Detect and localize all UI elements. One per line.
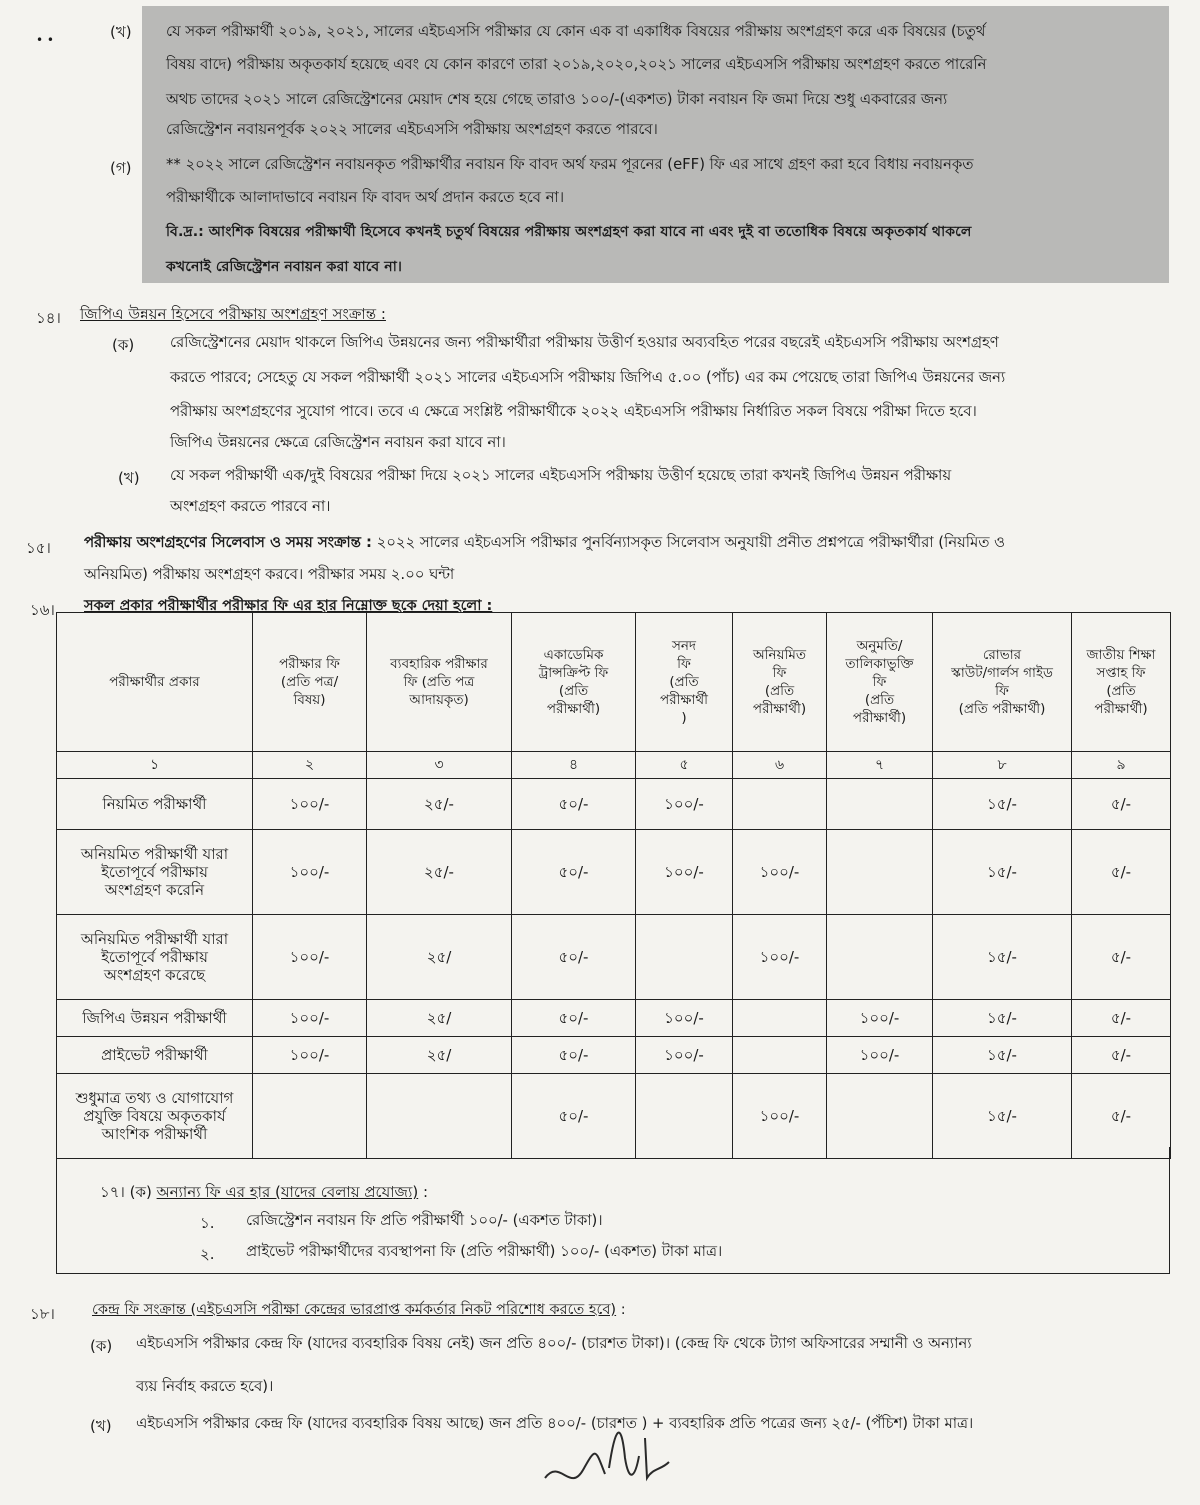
examinee-type-text: ইতোপূর্বে পরীক্ষায় xyxy=(101,863,208,881)
fee-cell: ৫/- xyxy=(1072,830,1171,915)
s16-number: ১৬। xyxy=(30,601,55,619)
s14-ka-line-2: করতে পারবে; সেহেতু যে সকল পরীক্ষার্থী ২০২১ সালের এইচএসসি পরীক্ষায় জিপিএ ৫.০০ (পাঁচ) এর কম পেয়েছে তারা জিপিএ উন্নয়নের জন্য xyxy=(170,369,1006,386)
examinee-type-text: অনিয়মিত পরীক্ষার্থী যারা xyxy=(80,845,229,863)
fee-cell: ১০০/- xyxy=(733,1074,827,1159)
fee-table-header-1 xyxy=(57,613,253,752)
header-text: (প্রতি পত্র/ xyxy=(280,674,339,690)
examinee-type-text: ইতোপূর্বে পরীক্ষায় xyxy=(101,948,208,966)
fee-table-header-7 xyxy=(827,613,933,752)
fee-cell: ১৫/- xyxy=(933,1000,1072,1037)
fee-cell: ১০০/- xyxy=(827,1037,933,1074)
examinee-type-text: অংশগ্রহণ করেনি xyxy=(104,881,205,899)
fee-cell xyxy=(636,1074,733,1159)
fee-cell: ৫/- xyxy=(1072,1000,1171,1037)
s16-title: সকল প্রকার পরীক্ষার্থীর পরীক্ষার ফি এর হার নিম্নোক্ত ছকে দেয়া হলো : xyxy=(84,598,493,614)
header-text: ফি xyxy=(995,683,1009,699)
examinee-type-text: প্রযুক্তি বিষয়ে অকৃতকার্য xyxy=(83,1107,226,1125)
header-text: জাতীয় শিক্ষা xyxy=(1086,647,1156,663)
fee-table xyxy=(56,612,1171,1159)
table-row xyxy=(57,1074,1171,1159)
fee-cell: ৫০/- xyxy=(512,1074,636,1159)
header-text: অনিয়মিত xyxy=(752,647,807,663)
s18-title: কেন্দ্র ফি সংক্রান্ত (এইচএসসি পরীক্ষা কেন্দ্রের ভারপ্রাপ্ত কর্মকর্তার নিকট পরিশোধ করতে হবে) xyxy=(92,1302,617,1318)
header-text: ফি xyxy=(872,674,887,690)
s14-ka-line-4: জিপিএ উন্নয়নের ক্ষেত্রে রেজিস্ট্রেশন নবায়ন করা যাবে না। xyxy=(170,434,506,451)
s15-line-2: অনিয়মিত) পরীক্ষায় অংশগ্রহণ করবে। পরীক্ষার সময় ২.০০ ঘন্টা xyxy=(84,566,455,583)
s13-kha-label: (খ) xyxy=(110,23,132,41)
fee-table-header-row xyxy=(57,613,1171,752)
s18-ka-label: (ক) xyxy=(90,1337,113,1355)
fee-cell xyxy=(827,1074,933,1159)
table-row xyxy=(57,915,1171,1000)
fee-cell: ৫০/- xyxy=(512,779,636,830)
s13-kha-line-4: রেজিস্ট্রেশন নবায়নপূর্বক ২০২২ সালের এইচএসসি পরীক্ষায় অংশগ্রহণ করতে পারবে। xyxy=(166,121,658,138)
signature xyxy=(535,1408,695,1503)
header-text: একাডেমিক xyxy=(543,647,604,663)
s13-ga-label: (গ) xyxy=(110,159,132,177)
s13-kha-line-1: যে সকল পরীক্ষার্থী ২০১৯, ২০২১, সালের এইচএসসি পরীক্ষার যে কোন এক বা একাধিক বিষয়ের পরীক্ষায় অংশগ্রহণ করে এক বিষয়ের (চতুর্থ xyxy=(166,23,986,40)
fee-cell: ১০০/- xyxy=(253,779,367,830)
fee-table-header-2 xyxy=(253,613,367,752)
examinee-type-cell xyxy=(57,915,253,1000)
fee-cell xyxy=(636,915,733,1000)
header-text: (প্রতি xyxy=(764,683,795,699)
s17-title-suffix: : xyxy=(418,1183,429,1201)
header-text: (প্রতি xyxy=(864,692,895,708)
fee-cell xyxy=(367,1074,512,1159)
fee-cell: ১০০/- xyxy=(636,1037,733,1074)
header-text: সপ্তাহ ফি xyxy=(1096,665,1146,681)
header-text: আদায়কৃত) xyxy=(409,692,469,708)
header-text: পরীক্ষার ফি xyxy=(279,656,340,672)
fee-cell xyxy=(733,1000,827,1037)
s13-kha-line-2: বিষয় বাদে) পরীক্ষায় অকৃতকার্য হয়েছে এবং যে কোন কারণে তারা ২০১৯,২০২০,২০২১ সালের এইচএসসি পরীক্ষায় অংশগ্রহণ করতে পারেনি xyxy=(166,56,987,73)
s17-item-1-text: রেজিস্ট্রেশন নবায়ন ফি প্রতি পরীক্ষার্থী ১০০/- (একশত টাকা)। xyxy=(246,1212,603,1229)
s17-item-2-text: প্রাইভেট পরীক্ষার্থীদের ব্যবস্থাপনা ফি (প্রতি পরীক্ষার্থী) ১০০/- (একশত) টাকা মাত্র। xyxy=(246,1243,723,1260)
s13-ga-line-2: পরীক্ষার্থীকে আলাদাভাবে নবায়ন ফি বাবদ অর্থ প্রদান করতে হবে না। xyxy=(166,189,565,206)
header-text: স্কাউট/গার্লস গাইড xyxy=(951,665,1053,681)
column-number: ৫ xyxy=(636,752,733,779)
fee-cell: ১০০/- xyxy=(733,830,827,915)
fee-cell: ১০০/- xyxy=(253,830,367,915)
column-number: ৯ xyxy=(1072,752,1171,779)
header-text: (প্রতি xyxy=(1106,683,1136,699)
header-text: বিষয়) xyxy=(293,692,326,708)
column-number: ২ xyxy=(253,752,367,779)
fee-cell: ৫/- xyxy=(1072,779,1171,830)
s14-kha-line-1: যে সকল পরীক্ষার্থী এক/দুই বিষয়ের পরীক্ষা দিয়ে ২০২১ সালের এইচএসসি পরীক্ষায় উত্তীর্ণ হয়েছে তারা কখনই জিপিএ উন্নয়ন পরীক্ষায় xyxy=(170,467,952,484)
s14-ka-line-3: পরীক্ষায় অংশগ্রহণের সুযোগ পাবে। তবে এ ক্ষেত্রে সংশ্লিষ্ট পরীক্ষার্থীকে ২০২২ এইচএসসি পরীক্ষায় নির্ধারিত সকল বিষয়ে পরীক্ষা দিতে হবে। xyxy=(170,403,977,420)
fee-cell: ২৫/ xyxy=(367,1037,512,1074)
s13-kha-line-3: অথচ তাদের ২০২১ সালে রেজিস্ট্রেশনের মেয়াদ শেষ হয়ে গেছে তারাও ১০০/-(একশত) টাকা নবায়ন ফি জমা দিয়ে শুধু একবারের জন্য xyxy=(166,91,948,108)
fee-table-header-9 xyxy=(1072,613,1171,752)
fee-cell: ১০০/- xyxy=(636,830,733,915)
examinee-type-text: শুধুমাত্র তথ্য ও যোগাযোগ xyxy=(75,1089,234,1107)
header-text: ফি (প্রতি পত্র xyxy=(403,674,475,690)
header-text: পরীক্ষার্থী) xyxy=(546,701,601,717)
examinee-type-cell xyxy=(57,1000,253,1037)
s17-number: ১৭। (ক) xyxy=(100,1183,157,1201)
fee-cell: ১৫/- xyxy=(933,830,1072,915)
fee-cell xyxy=(827,830,933,915)
s14-kha-line-2: অংশগ্রহণ করতে পারবে না। xyxy=(170,498,331,515)
header-text: পরীক্ষার্থীর প্রকার xyxy=(109,674,200,690)
s14-ka-line-1: রেজিস্ট্রেশনের মেয়াদ থাকলে জিপিএ উন্নয়নের জন্য পরীক্ষার্থীরা পরীক্ষায় উত্তীর্ণ হওয়ার অব্যবহিত পরের বছরেই এইচএসসি পরীক্ষায় অংশগ্রহণ xyxy=(170,334,999,351)
header-text: পরীক্ষার্থী xyxy=(660,692,708,708)
fee-cell: ১০০/- xyxy=(636,779,733,830)
s13-ga-line-1: ** ২০২২ সালে রেজিস্ট্রেশন নবায়নকৃত পরীক্ষার্থীর নবায়ন ফি বাবদ অর্থ ফরম পূরনের (eFF) ফি এর সাথে গ্রহণ করা হবে বিধায় নবায়নকৃত xyxy=(166,156,974,173)
header-text: (প্রতি পরীক্ষার্থী) xyxy=(958,701,1046,717)
fee-cell: ১০০/- xyxy=(253,1000,367,1037)
header-text: পরীক্ষার্থী) xyxy=(1094,701,1148,717)
fee-cell xyxy=(827,779,933,830)
fee-cell: ১০০/- xyxy=(827,1000,933,1037)
fee-cell: ২৫/- xyxy=(367,779,512,830)
s17-item-2-num: ২. xyxy=(200,1245,215,1263)
fee-cell: ১০০/- xyxy=(733,915,827,1000)
s17-title: অন্যান্য ফি এর হার (যাদের বেলায় প্রযোজ্য) xyxy=(156,1183,419,1201)
header-text: (প্রতি xyxy=(558,683,589,699)
fee-cell: ৫/- xyxy=(1072,915,1171,1000)
s14-number: ১৪। xyxy=(36,309,61,327)
s15-number: ১৫। xyxy=(26,539,51,557)
fee-cell: ৫০/- xyxy=(512,830,636,915)
fee-table-header-8 xyxy=(933,613,1072,752)
fee-table-header-3 xyxy=(367,613,512,752)
examinee-type-text: আংশিক পরীক্ষার্থী xyxy=(101,1125,208,1143)
fee-cell: ১৫/- xyxy=(933,779,1072,830)
examinee-type-cell xyxy=(57,830,253,915)
header-text: তালিকাভুক্তি xyxy=(845,656,914,672)
examinee-type-text: প্রাইভেট পরীক্ষার্থী xyxy=(101,1046,208,1064)
s18-ka-line-1: এইচএসসি পরীক্ষার কেন্দ্র ফি (যাদের ব্যবহারিক বিষয় নেই) জন প্রতি ৪০০/- (চারশত টাকা)। (কেন্দ্র ফি থেকে ট্যাগ অফিসারের সম্মানী ও অন্যান্য xyxy=(136,1335,972,1352)
header-text: অনুমতি/ xyxy=(856,638,903,654)
table-row xyxy=(57,1000,1171,1037)
examinee-type-cell xyxy=(57,1037,253,1074)
examinee-type-text: অনিয়মিত পরীক্ষার্থী যারা xyxy=(80,930,229,948)
s15-title: পরীক্ষায় অংশগ্রহণের সিলেবাস ও সময় সংক্রান্ত : xyxy=(84,534,372,551)
header-text: ট্রান্সক্রিপ্ট ফি xyxy=(538,665,609,681)
column-number: ৩ xyxy=(367,752,512,779)
header-text: রোভার xyxy=(982,647,1022,663)
fee-cell xyxy=(827,915,933,1000)
fee-cell: ১৫/- xyxy=(933,1074,1072,1159)
column-number: ৬ xyxy=(733,752,827,779)
s14-kha-label: (খ) xyxy=(118,469,140,487)
table-row xyxy=(57,779,1171,830)
column-number: ৪ xyxy=(512,752,636,779)
examinee-type-cell xyxy=(57,779,253,830)
table-row xyxy=(57,1037,1171,1074)
column-number: ৭ xyxy=(827,752,933,779)
header-text: (প্রতি xyxy=(669,674,699,690)
fee-cell: ১০০/- xyxy=(253,1037,367,1074)
s13-note-line-2: কখনোই রেজিস্ট্রেশন নবায়ন করা যাবে না। xyxy=(166,259,402,275)
s15-line-1-text: ২০২২ সালের এইচএসসি পরীক্ষার পুনর্বিন্যাসকৃত সিলেবাস অনুযায়ী প্রনীত প্রশ্নপত্রে পরীক্ষার্থীরা (নিয়মিত ও xyxy=(371,534,1005,551)
fee-cell xyxy=(253,1074,367,1159)
fee-cell xyxy=(733,1037,827,1074)
header-text: ) xyxy=(681,710,687,726)
fee-cell: ৫/- xyxy=(1072,1037,1171,1074)
column-number: ১ xyxy=(57,752,253,779)
examinee-type-cell xyxy=(57,1074,253,1159)
header-text: ফি xyxy=(677,656,691,672)
s14-ka-label: (ক) xyxy=(112,336,135,354)
s18-kha-line: এইচএসসি পরীক্ষার কেন্দ্র ফি (যাদের ব্যবহারিক বিষয় আছে) জন প্রতি ৪০০/- (চারশত ) + ব্যবহারিক প্রতি পত্রের জন্য ২৫/- (পঁচিশ) টাকা মাত্র। xyxy=(136,1415,974,1432)
fee-cell: ৫০/- xyxy=(512,915,636,1000)
s18-title-suffix: : xyxy=(616,1302,626,1318)
examinee-type-text: নিয়মিত পরীক্ষার্থী xyxy=(102,795,207,813)
fee-cell: ২৫/- xyxy=(367,830,512,915)
s18-kha-label: (খ) xyxy=(90,1417,112,1435)
fee-table-header-4 xyxy=(512,613,636,752)
fee-cell: ১৫/- xyxy=(933,915,1072,1000)
fee-table-header-5 xyxy=(636,613,733,752)
fee-cell: ৫০/- xyxy=(512,1000,636,1037)
header-text: পরীক্ষার্থী) xyxy=(752,701,807,717)
s18-number: ১৮। xyxy=(30,1305,55,1323)
s13-note-line-1: বি.দ্র.: আংশিক বিষয়ের পরীক্ষার্থী হিসেবে কখনই চতুর্থ বিষয়ের পরীক্ষায় অংশগ্রহণ করা যাবে না এবং দুই বা ততোধিক বিষয়ে অকৃতকার্য থাকলে xyxy=(166,224,972,240)
fee-cell: ২৫/ xyxy=(367,915,512,1000)
column-number: ৮ xyxy=(933,752,1072,779)
s18-ka-line-2: ব্যয় নির্বাহ করতে হবে)। xyxy=(136,1378,274,1395)
table-row xyxy=(57,830,1171,915)
header-text: ফি xyxy=(772,665,787,681)
fee-cell xyxy=(733,779,827,830)
fee-table-number-row xyxy=(57,752,1171,779)
fee-cell: ৫/- xyxy=(1072,1074,1171,1159)
s17-item-1-num: ১. xyxy=(200,1214,215,1232)
fee-table-header-6 xyxy=(733,613,827,752)
header-text: ব্যবহারিক পরীক্ষার xyxy=(390,656,488,672)
fee-cell: ১০০/- xyxy=(253,915,367,1000)
fee-cell: ৫০/- xyxy=(512,1037,636,1074)
fee-cell: ১০০/- xyxy=(636,1000,733,1037)
s15-line-1 xyxy=(84,533,1005,553)
header-text: পরীক্ষার্থী) xyxy=(852,710,907,726)
fee-cell: ২৫/ xyxy=(367,1000,512,1037)
header-text: সনদ xyxy=(671,638,697,654)
s17-title-line xyxy=(100,1182,428,1202)
s18-title-line xyxy=(92,1300,626,1320)
margin-marks: • • xyxy=(36,33,54,47)
s14-title: জিপিএ উন্নয়ন হিসেবে পরীক্ষায় অংশগ্রহণ সংক্রান্ত : xyxy=(80,305,386,323)
fee-cell: ১৫/- xyxy=(933,1037,1072,1074)
examinee-type-text: অংশগ্রহণ করেছে xyxy=(103,966,206,984)
examinee-type-text: জিপিএ উন্নয়ন পরীক্ষার্থী xyxy=(82,1009,227,1027)
